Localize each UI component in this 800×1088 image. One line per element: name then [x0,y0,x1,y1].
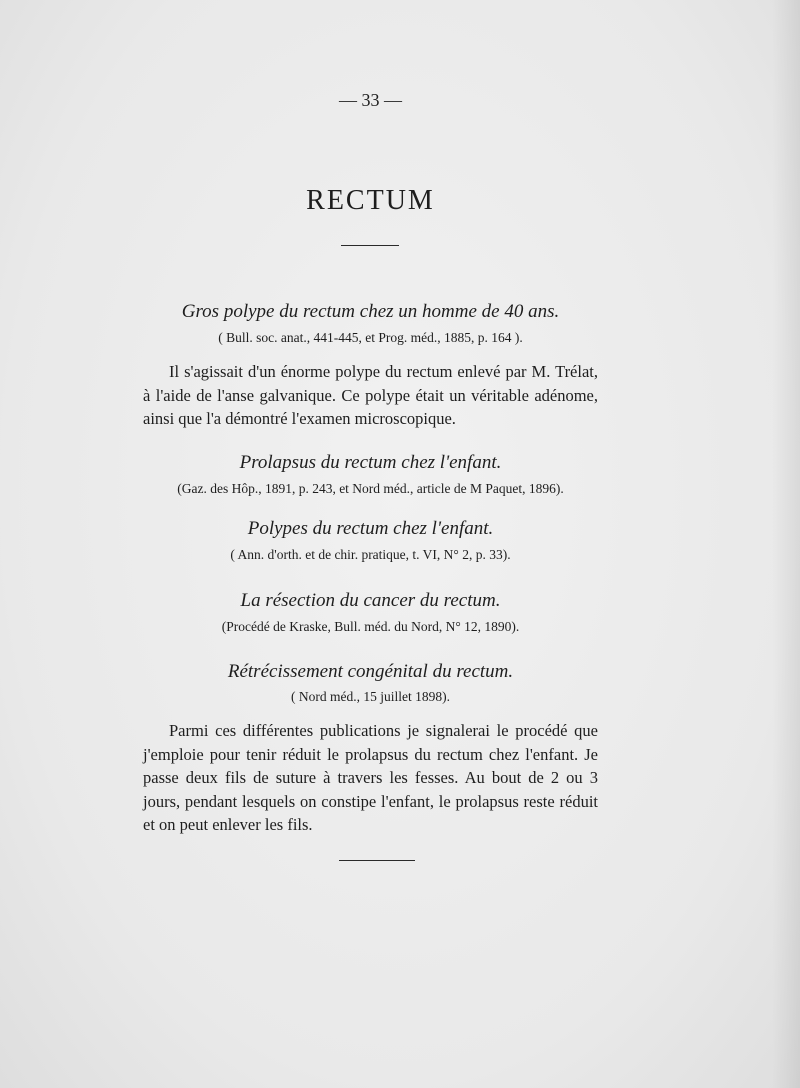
entry-body-1-text: Il s'agissait d'un énorme polype du rectum enlevé par M. Trélat, à l'aide de l'anse galvanique. Ce polype était un véritable adénome, ainsi que l'a démontré l'examen microscopique. [143,362,598,428]
title-divider [341,245,399,246]
page-edge-shadow [772,0,800,1088]
entry-title-4: La résection du cancer du rectum. [240,590,501,611]
end-divider [339,860,415,861]
entry-title-5: Rétrécissement congénital du rectum. [227,661,514,682]
closing-paragraph [143,719,598,837]
entry-citation-1: ( Bull. soc. anat., 441-445, et Prog. méd., 1885, p. 164 ). [218,330,523,345]
entry-title-1: Gros polype du rectum chez un homme de 40 ans. [181,301,560,322]
entry-title-2: Prolapsus du rectum chez l'enfant. [239,452,502,473]
section-title: RECTUM [306,185,435,216]
page-number: — 33 — [339,90,402,110]
entry-body-1 [143,360,598,431]
entry-citation-3: ( Ann. d'orth. et de chir. pratique, t. VI, N° 2, p. 33). [230,547,511,562]
closing-paragraph-text: Parmi ces différentes publications je signalerai le procédé que j'emploie pour tenir réduit le prolapsus du rectum chez l'enfant. Je passe deux fils de suture à travers les fesses. Au bout de 2 ou 3 jours, pendant lesquels on constipe l'enfant, le prolapsus reste réduit et on peut enlever les fils. [143,721,598,834]
entry-citation-5: ( Nord méd., 15 juillet 1898). [291,689,450,704]
entry-title-3: Polypes du rectum chez l'enfant. [247,518,494,539]
entry-citation-4: (Procédé de Kraske, Bull. méd. du Nord, N° 12, 1890). [221,619,520,634]
entry-citation-2: (Gaz. des Hôp., 1891, p. 243, et Nord méd., article de M Paquet, 1896). [177,481,564,496]
